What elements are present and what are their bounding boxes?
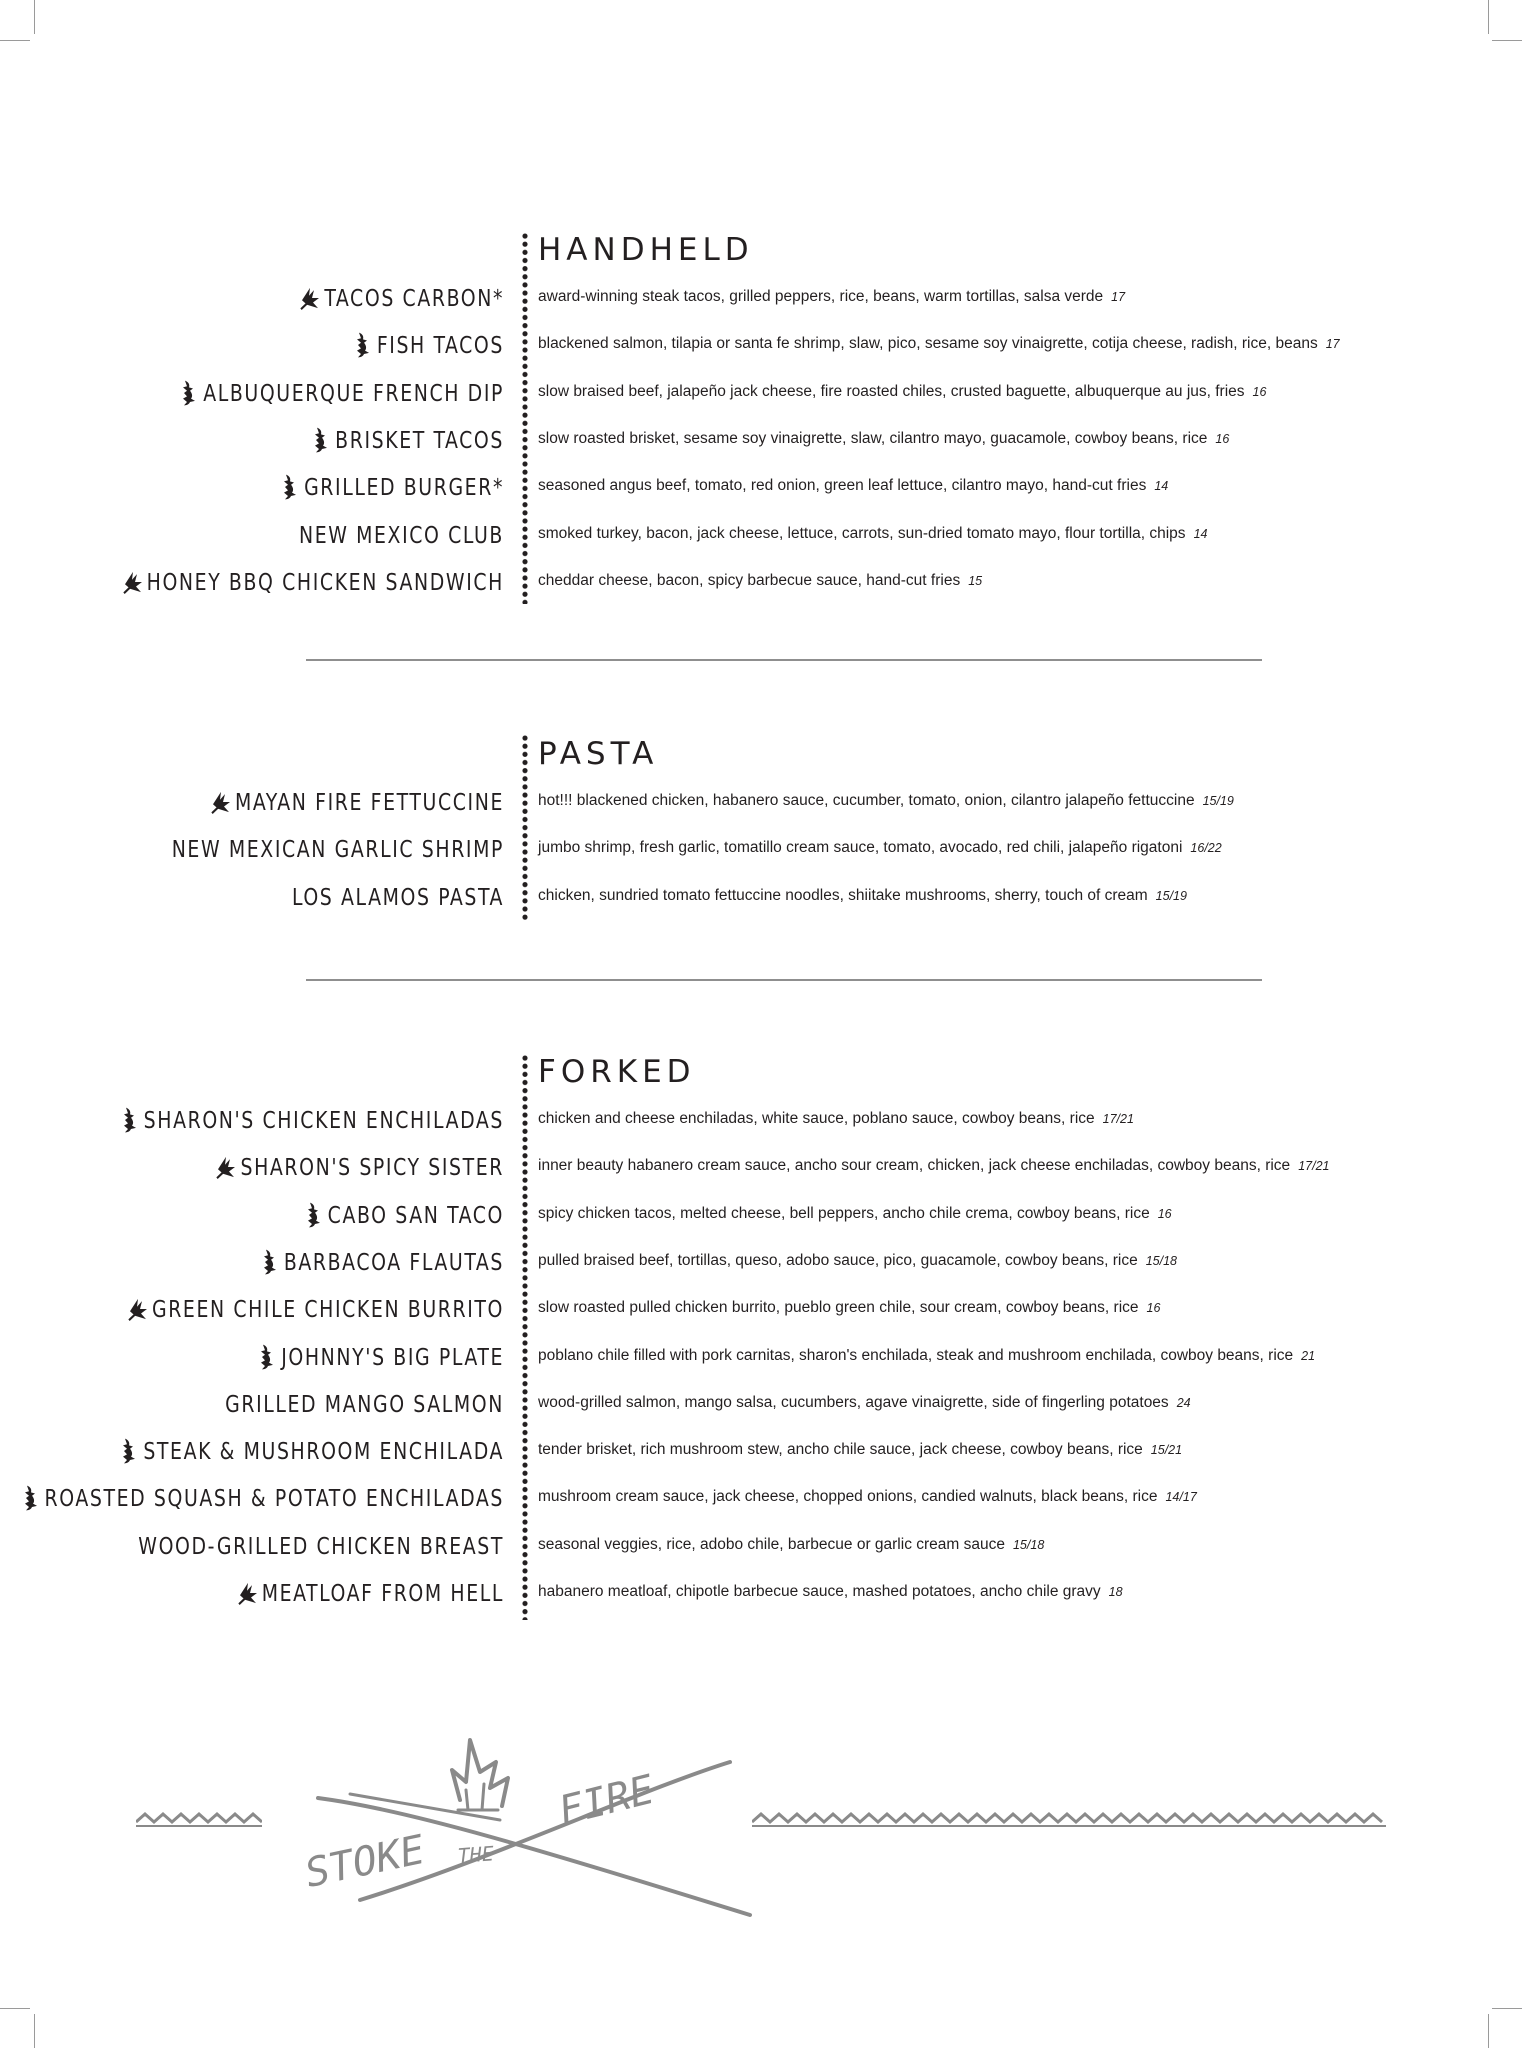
menu-item-name-text: ROASTED SQUASH & POTATO ENCHILADAS [44,1484,504,1512]
menu-item-price: 15/18 [1145,1253,1177,1268]
menu-item [0,1345,1522,1385]
menu-item [0,475,1522,515]
menu-item-price: 16 [1146,1301,1161,1316]
menu-item-description [538,288,1125,306]
menu-item-description-text: wood-grilled salmon, mango salsa, cucumbers, agave vinaigrette, side of fingerling potatoes [538,1393,1169,1411]
crop-mark [1488,2014,1489,2048]
menu-item-description-text: cheddar cheese, bacon, spicy barbecue sauce, hand-cut fries [538,571,961,589]
crop-mark [0,2008,30,2009]
menu-item-description [538,1488,1197,1506]
menu-item-description-text: blackened salmon, tilapia or santa fe shrimp, slaw, pico, sesame soy vinaigrette, cotija cheese, radish, rice, beans [538,335,1318,353]
menu-item-name [256,1343,504,1370]
menu-item-description [538,792,1234,810]
pepper-icon [237,1580,259,1607]
menu-item-name [215,1154,504,1181]
menu-item-description-text: seasonal veggies, rice, adobo chile, barbecue or garlic cream sauce [538,1535,1005,1553]
menu-item-name-text: JOHNNY'S BIG PLATE [281,1343,504,1370]
menu-item-name [299,521,504,548]
menu-item-description-text: habanero meatloaf, chipotle barbecue sauce, mashed potatoes, ancho chile gravy [538,1583,1101,1600]
section-heading: HANDHELD [538,232,754,268]
menu-item-name-text: BRISKET TACOS [335,426,504,454]
menu-item-description-text: jumbo shrimp, fresh garlic, tomatillo cream sauce, tomato, avocado, red chili, jalapeño rigatoni [538,839,1183,857]
menu-item-name [292,883,504,910]
menu-item-name-text: STEAK & MUSHROOM ENCHILADA [143,1437,504,1465]
menu-item-name [119,1107,504,1134]
menu-item-name [118,1438,504,1465]
menu-item-name-text: GRILLED BURGER* [304,473,504,501]
lizard-icon [303,1201,325,1228]
menu-item-name-text: ALBUQUERQUE FRENCH DIP [203,379,504,407]
menu-item [0,1486,1522,1526]
menu-item [0,1297,1522,1337]
menu-item-description [538,525,1207,543]
stoke-the-fire-logo [290,1710,760,1920]
menu-item-name [210,789,504,816]
menu-item-name [225,1390,504,1417]
pepper-icon [122,568,144,595]
pepper-icon [210,789,232,816]
menu-item-name-text: TACOS CARBON* [324,284,504,312]
menu-item-name-text: MAYAN FIRE FETTUCCINE [234,788,504,816]
lizard-icon [310,426,332,453]
menu-item-price: 24 [1176,1395,1191,1410]
menu-item [0,1203,1522,1243]
menu-item-price: 14 [1154,479,1169,494]
menu-item [0,885,1522,925]
menu-item-name-text: NEW MEXICO CLUB [298,521,504,548]
menu-item-name-text: FISH TACOS [376,331,504,359]
menu-item-name [138,1532,504,1559]
menu-item-name-text: NEW MEXICAN GARLIC SHRIMP [171,835,504,863]
menu-item-name [310,426,504,453]
menu-item-description-text: slow roasted pulled chicken burrito, pueblo green chile, sour cream, cowboy beans, rice [538,1299,1139,1317]
menu-item-price: 15 [968,573,983,588]
menu-item-name-text: WOOD-GRILLED CHICKEN BREAST [138,1532,504,1560]
menu-item-name [237,1580,504,1607]
menu-item-description [538,1252,1177,1270]
menu-item [0,570,1522,610]
lizard-icon [259,1248,281,1275]
menu-item-description [538,1347,1315,1365]
menu-item [0,1534,1522,1574]
menu-item-description [538,1536,1044,1554]
menu-item [0,286,1522,326]
menu-item-description [538,383,1266,401]
menu-item-price: 15/19 [1155,888,1187,903]
logo-text-stoke: STOKE [301,1826,429,1897]
menu-item-name-text: GRILLED MANGO SALMON [225,1390,504,1418]
menu-item-description [538,1157,1329,1175]
menu-item-price: 15/18 [1012,1537,1045,1552]
menu-item-description [538,572,982,590]
menu-item [0,1250,1522,1290]
menu-item-description-text: tender brisket, rich mushroom stew, ancho chile sauce, jack cheese, cowboy beans, rice [538,1441,1143,1459]
lizard-icon [256,1343,278,1370]
menu-item [0,428,1522,468]
menu-item-name [122,568,504,595]
menu-item-name [352,332,504,359]
section-divider [306,659,1262,661]
menu-item-price: 17 [1111,290,1126,304]
menu-item-description-text: award-winning steak tacos, grilled peppers, rice, beans, warm tortillas, salsa verde [538,288,1104,305]
crop-mark [0,40,30,41]
menu-item-name-text: GREEN CHILE CHICKEN BURRITO [151,1295,504,1323]
menu-item-description-text: chicken, sundried tomato fettuccine noodles, shiitake mushrooms, sherry, touch of cream [538,886,1148,904]
menu-item-description-text: slow braised beef, jalapeño jack cheese, fire roasted chiles, crusted baguette, albuquerque au jus, fries [538,382,1245,400]
menu-item [0,1581,1522,1621]
lizard-icon [118,1438,140,1465]
menu-item-description-text: mushroom cream sauce, jack cheese, chopped onions, candied walnuts, black beans, rice [538,1488,1158,1506]
menu-item-description [538,1583,1123,1601]
crop-mark [1492,40,1522,41]
menu-item [0,523,1522,563]
menu-item-name-text: CABO SAN TACO [327,1201,504,1229]
section-heading: PASTA [538,736,659,772]
menu-item-name [259,1248,504,1275]
menu-item-description-text: chicken and cheese enchiladas, white sauce, poblano sauce, cowboy beans, rice [538,1110,1095,1127]
crop-mark [34,2014,35,2048]
menu-item-description [538,1299,1160,1317]
menu-item-price: 21 [1301,1348,1316,1363]
lizard-icon [20,1485,42,1512]
menu-item [0,1392,1522,1432]
menu-item-price: 14 [1193,526,1208,541]
menu-item [0,333,1522,373]
lizard-icon [178,379,200,406]
menu-item-description [538,1394,1191,1412]
menu-item-description [538,1441,1182,1459]
lizard-icon [119,1107,141,1134]
menu-item-price: 15/19 [1202,794,1234,808]
menu-item-description [538,477,1168,495]
menu-item-name-text: MEATLOAF FROM HELL [261,1579,504,1607]
menu-item-description-text: inner beauty habanero cream sauce, ancho sour cream, chicken, jack cheese enchiladas, cowboy beans, rice [538,1157,1291,1175]
zigzag-ornament-right [752,1808,1386,1832]
menu-item [0,381,1522,421]
menu-item [0,790,1522,830]
crop-mark [34,0,35,34]
pepper-icon [127,1296,149,1323]
menu-item-name-text: LOS ALAMOS PASTA [291,883,504,911]
menu-item-price: 14/17 [1165,1490,1197,1505]
menu-item-name-text: SHARON'S SPICY SISTER [240,1153,504,1181]
menu-item-name [299,285,504,312]
menu-item-description [538,887,1187,905]
menu-item-description [538,839,1222,857]
logo-text-fire: FIRE [554,1766,659,1835]
menu-item-name [178,379,504,406]
crop-mark [1488,0,1489,34]
lizard-icon [352,332,374,359]
menu-item-description-text: slow roasted brisket, sesame soy vinaigrette, slaw, cilantro mayo, guacamole, cowboy beans, rice [538,429,1208,447]
menu-item-name-text: HONEY BBQ CHICKEN SANDWICH [146,568,504,596]
menu-item-description-text: pulled braised beef, tortillas, queso, adobo sauce, pico, guacamole, cowboy beans, rice [538,1251,1138,1269]
menu-item-price: 17/21 [1298,1159,1330,1174]
menu-item-price: 15/21 [1150,1443,1183,1458]
menu-item-description-text: poblano chile filled with pork carnitas, sharon's enchilada, steak and mushroom enchilada, cowboy beans, rice [538,1346,1294,1364]
menu-item-name [279,474,504,501]
menu-item-name [127,1296,504,1323]
menu-item-name [172,836,504,863]
menu-item-description [538,1205,1172,1223]
crop-mark [1492,2008,1522,2009]
menu-item-name-text: BARBACOA FLAUTAS [283,1248,504,1276]
menu-item-description-text: hot!!! blackened chicken, habanero sauce, cucumber, tomato, onion, cilantro jalapeño fettuccine [538,792,1195,809]
menu-item-name [303,1201,504,1228]
menu-item-description [538,1110,1134,1128]
menu-item [0,1155,1522,1195]
lizard-icon [279,474,301,501]
menu-item-price: 16 [1252,384,1267,399]
menu-item [0,837,1522,877]
menu-item-price: 17/21 [1102,1112,1134,1126]
pepper-icon [299,285,321,312]
menu-item-name [20,1485,504,1512]
menu-item [0,1439,1522,1479]
menu-item-name-text: SHARON'S CHICKEN ENCHILADAS [143,1106,504,1134]
menu-item-price: 18 [1108,1585,1123,1599]
menu-item-price: 16 [1215,431,1230,446]
section-divider [306,979,1262,981]
zigzag-ornament-left [136,1808,262,1832]
pepper-icon [215,1154,237,1181]
menu-item-description-text: seasoned angus beef, tomato, red onion, green leaf lettuce, cilantro mayo, hand-cut fries [538,477,1147,495]
menu-item-description-text: smoked turkey, bacon, jack cheese, lettuce, carrots, sun-dried tomato mayo, flour tortilla, chips [538,524,1186,542]
menu-item-price: 16 [1157,1206,1172,1221]
menu-item [0,1108,1522,1148]
menu-item-description-text: spicy chicken tacos, melted cheese, bell peppers, ancho chile crema, cowboy beans, rice [538,1204,1150,1222]
section-heading: FORKED [538,1054,696,1090]
menu-item-description [538,430,1229,448]
menu-item-price: 16/22 [1190,841,1222,856]
logo-text-the: THE [456,1841,495,1868]
menu-item-price: 17 [1325,337,1340,352]
menu-item-description [538,335,1340,353]
